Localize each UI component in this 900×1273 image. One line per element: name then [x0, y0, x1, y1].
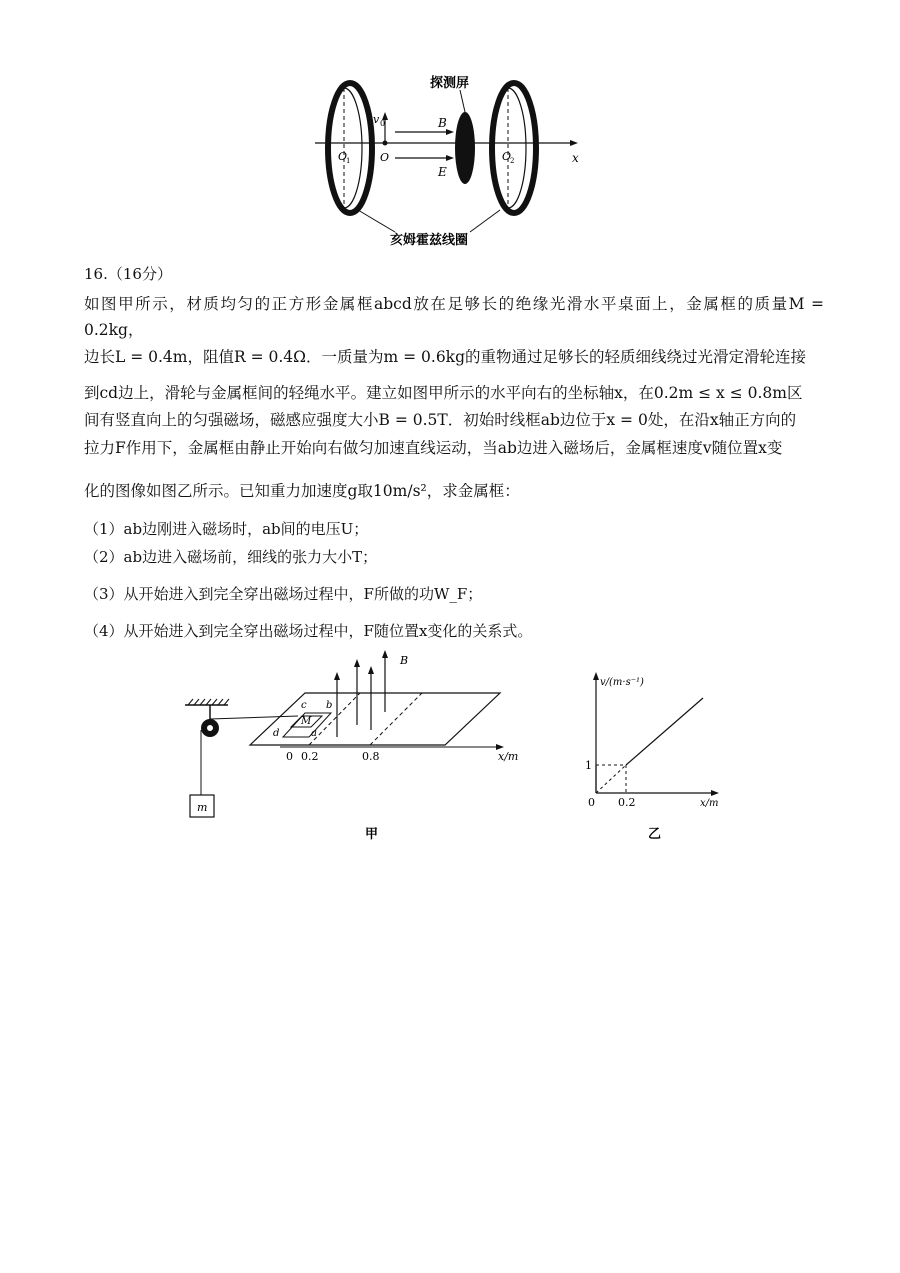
x-label: x: [572, 151, 579, 165]
coil-label: 亥姆霍兹线圈: [390, 233, 469, 248]
v0-label: v: [373, 113, 380, 126]
caption-yi: 乙: [648, 827, 662, 842]
caption-jia: 甲: [365, 827, 379, 842]
question-para-3: 到cd边上，滑轮与金属框间的轻绳水平。建立如图甲所示的水平向右的坐标轴x，在0.2m ≤ x ≤ 0.8m区: [84, 384, 803, 402]
coil-pointer-right: [470, 210, 500, 232]
question-para-1: 如图甲所示，材质均匀的正方形金属框abcd放在足够长的绝缘光滑水平桌面上，金属框的质量M = 0.2kg，: [84, 295, 824, 339]
sub-question-2: （2）ab边进入磁场前，细线的张力大小T；: [84, 548, 378, 566]
x-axis-arrow-icon: [711, 790, 719, 796]
question-para-4: 间有竖直向上的匀强磁场，磁感应强度大小B = 0.5T．初始时线框ab边位于x = 0处，在沿x轴正方向的: [84, 411, 797, 429]
boundary-02: [309, 693, 360, 745]
b-label: B: [438, 116, 447, 130]
y-axis-label: v/(m·s⁻¹): [600, 677, 644, 688]
detection-screen: [455, 112, 475, 184]
y-axis-arrow-icon: [593, 672, 599, 680]
b-field-label: B: [400, 654, 409, 667]
tick-y1: 1: [585, 759, 592, 772]
o2-label: O: [502, 150, 512, 163]
figure-yi: [578, 668, 728, 848]
boundary-08: [370, 693, 422, 745]
x-axis-label: x/m: [700, 798, 719, 809]
tick-0: 0: [286, 750, 293, 763]
hanging-mass-label: m: [197, 801, 208, 814]
x-axis-label: x/m: [498, 750, 519, 763]
question-para-6: 化的图像如图乙所示。已知重力加速度g取10m/s²，求金属框：: [84, 482, 520, 500]
figure-jia: [180, 650, 540, 850]
e-field-arrow-icon: [446, 155, 454, 161]
tick-x02: 0.2: [618, 796, 636, 809]
screen-pointer: [460, 90, 465, 112]
left-coil: [328, 83, 372, 213]
right-coil: [492, 83, 536, 213]
sub-question-4: （4）从开始进入到完全穿出磁场过程中，F随位置x变化的关系式。: [84, 622, 533, 640]
dashed-diagonal: [596, 765, 626, 793]
tick-x0: 0: [588, 796, 595, 809]
o1-label: O: [338, 150, 348, 163]
helmholtz-coil-figure: [300, 60, 600, 250]
question-para-5: 拉力F作用下，金属框由静止开始向右做匀加速直线运动，当ab边进入磁场后，金属框速度v随位置x变: [84, 439, 783, 457]
e-label: E: [438, 165, 447, 179]
coil-pointer-left: [358, 210, 395, 232]
tick-08: 0.8: [362, 750, 380, 763]
question-para-2: 边长L = 0.4m，阻值R = 0.4Ω．一质量为m = 0.6kg的重物通过足够长的轻质细线绕过光滑定滑轮连接: [84, 348, 807, 366]
sub-question-1: （1）ab边刚进入磁场时，ab间的电压U；: [84, 520, 369, 538]
x-axis-arrow-icon: [570, 140, 578, 146]
corner-c: c: [301, 700, 307, 711]
b-field-arrow-icon: [446, 129, 454, 135]
tick-02: 0.2: [301, 750, 319, 763]
o-label: O: [380, 151, 390, 164]
o2-sub: 2: [510, 157, 515, 165]
horizontal-rope: [210, 716, 298, 719]
o1-sub: 1: [346, 157, 351, 165]
question-number: 16.（16分）: [84, 265, 172, 283]
frame-mass-label: M: [301, 716, 312, 727]
b-field-arrow-icons: [334, 650, 388, 680]
pulley-axle: [207, 725, 213, 731]
v0-sub: 0: [380, 119, 386, 128]
sub-question-3: （3）从开始进入到完全穿出磁场过程中，F所做的功W_F；: [84, 585, 483, 603]
corner-b: b: [326, 700, 333, 711]
corner-d: d: [273, 728, 280, 739]
ceiling-hatch: [188, 699, 229, 705]
velocity-line: [626, 698, 703, 765]
corner-a: a: [311, 728, 317, 739]
b-field-lines: [337, 655, 385, 737]
screen-label: 探测屏: [430, 76, 470, 91]
